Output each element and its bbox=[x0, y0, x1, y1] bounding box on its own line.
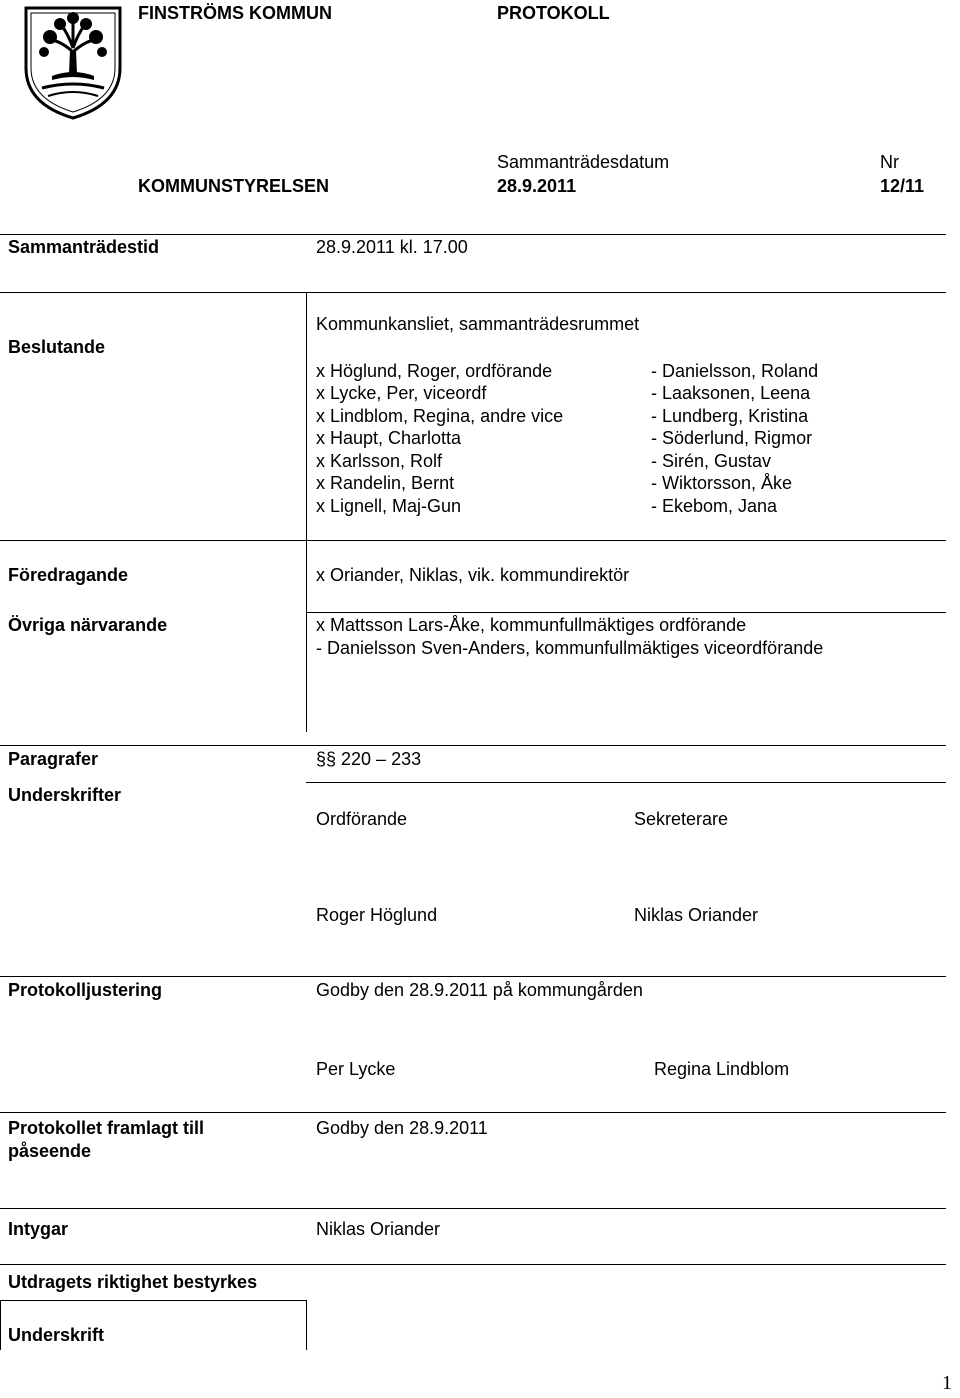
signature-label: Underskrift bbox=[8, 1325, 105, 1345]
page-number: 1 bbox=[942, 1372, 952, 1394]
member-right: - Wiktorsson, Åke bbox=[651, 473, 793, 493]
divider bbox=[0, 1112, 946, 1113]
signatures-label: Underskrifter bbox=[8, 785, 122, 805]
member-right: - Ekebom, Jana bbox=[651, 496, 778, 516]
governing-body: KOMMUNSTYRELSEN bbox=[138, 176, 330, 196]
member-left: x Lignell, Maj-Gun bbox=[316, 496, 462, 516]
chair-role: Ordförande bbox=[316, 809, 408, 829]
meeting-time: 28.9.2011 kl. 17.00 bbox=[316, 237, 468, 257]
divider bbox=[0, 540, 946, 541]
meeting-date: 28.9.2011 bbox=[497, 176, 577, 196]
public-display-label: påseende bbox=[8, 1141, 92, 1161]
member-left: x Höglund, Roger, ordförande bbox=[316, 361, 553, 381]
member-right: - Laaksonen, Leena bbox=[651, 383, 811, 403]
divider bbox=[0, 234, 946, 235]
divider bbox=[0, 745, 946, 746]
document-type: PROTOKOLL bbox=[497, 3, 610, 23]
member-left: x Randelin, Bernt bbox=[316, 473, 455, 493]
public-display-place-date: Godby den 28.9.2011 bbox=[316, 1118, 488, 1138]
decision-makers-label: Beslutande bbox=[8, 337, 106, 357]
paragraphs-label: Paragrafer bbox=[8, 749, 99, 769]
certify-label: Intygar bbox=[8, 1219, 69, 1239]
paragraphs-range: §§ 220 – 233 bbox=[316, 749, 422, 769]
extract-certified-label: Utdragets riktighet bestyrkes bbox=[8, 1272, 258, 1292]
member-left: x Karlsson, Rolf bbox=[316, 451, 443, 471]
column-divider bbox=[0, 1300, 1, 1350]
number-label: Nr bbox=[880, 152, 899, 172]
divider bbox=[0, 1264, 946, 1265]
presenter-label: Föredragande bbox=[8, 565, 129, 585]
member-right: - Danielsson, Roland bbox=[651, 361, 819, 381]
member-right: - Söderlund, Rigmor bbox=[651, 428, 813, 448]
divider bbox=[0, 1300, 306, 1301]
divider bbox=[306, 612, 946, 613]
column-divider bbox=[306, 292, 307, 732]
chair-name: Roger Höglund bbox=[316, 905, 438, 925]
member-right: - Lundberg, Kristina bbox=[651, 406, 809, 426]
member-right: - Sirén, Gustav bbox=[651, 451, 772, 471]
adjustment-label: Protokolljustering bbox=[8, 980, 163, 1000]
certifier-name: Niklas Oriander bbox=[316, 1219, 441, 1239]
meeting-date-label: Sammanträdesdatum bbox=[497, 152, 670, 172]
others-present-line: - Danielsson Sven-Anders, kommunfullmäktiges viceordförande bbox=[316, 638, 824, 658]
column-divider bbox=[306, 1300, 307, 1350]
adjustment-place-date: Godby den 28.9.2011 på kommungården bbox=[316, 980, 643, 1000]
adjuster-name: Regina Lindblom bbox=[654, 1059, 790, 1079]
divider bbox=[0, 1208, 946, 1209]
member-left: x Lindblom, Regina, andre vice bbox=[316, 406, 564, 426]
presenter-name: x Oriander, Niklas, vik. kommundirektör bbox=[316, 565, 630, 585]
divider bbox=[306, 782, 946, 783]
protocol-number: 12/11 bbox=[880, 176, 925, 196]
others-present-line: x Mattsson Lars-Åke, kommunfullmäktiges ordförande bbox=[316, 615, 747, 635]
meeting-location: Kommunkansliet, sammanträdesrummet bbox=[316, 314, 640, 334]
divider bbox=[0, 292, 946, 293]
divider bbox=[0, 976, 946, 977]
meeting-time-label: Sammanträdestid bbox=[8, 237, 160, 257]
others-present-label: Övriga närvarande bbox=[8, 615, 168, 635]
member-left: x Haupt, Charlotta bbox=[316, 428, 462, 448]
secretary-role: Sekreterare bbox=[634, 809, 729, 829]
municipal-crest-logo bbox=[22, 4, 124, 122]
municipality-name: FINSTRÖMS KOMMUN bbox=[138, 3, 332, 23]
public-display-label: Protokollet framlagt till bbox=[8, 1118, 205, 1138]
member-left: x Lycke, Per, viceordf bbox=[316, 383, 487, 403]
adjuster-name: Per Lycke bbox=[316, 1059, 396, 1079]
secretary-name: Niklas Oriander bbox=[634, 905, 759, 925]
